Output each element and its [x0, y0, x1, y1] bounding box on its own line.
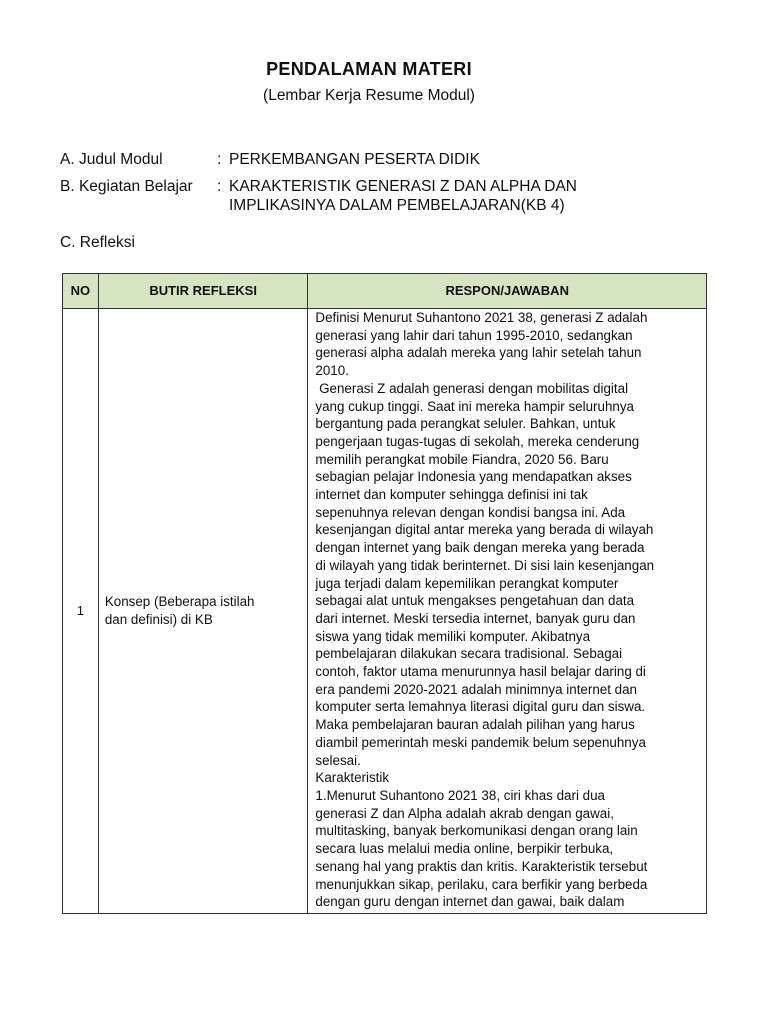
response-text-line: kesenjangan digital antar mereka yang berada di wilayah: [315, 522, 654, 538]
response-text-line: pengerjaan tugas-tugas di sekolah, mereka cenderung: [315, 433, 640, 449]
response-text-line: Generasi Z adalah generasi dengan mobilitas digital: [315, 380, 629, 396]
response-text-line: pembelajaran dilakukan secara tradisional. Sebagai: [315, 646, 623, 662]
header-butir-refleksi: BUTIR REFLEKSI: [98, 274, 308, 309]
learning-activity-label: B. Kegiatan Belajar: [60, 178, 193, 195]
response-text-line: secara luas melalui media online, berpikir terbuka,: [315, 841, 614, 857]
response-text-line: Definisi Menurut Suhantono 2021 38, generasi Z adalah: [315, 310, 648, 325]
response-cell: [308, 309, 707, 914]
header-respon-jawaban: RESPON/JAWABAN: [308, 274, 707, 309]
response-text-line: sebagian pelajar Indonesia yang mendapatkan akses: [315, 469, 632, 485]
response-text-line: memilih perangkat mobile Fiandra, 2020 56. Baru: [315, 451, 609, 467]
response-text-line: siswa yang tidak memiliki komputer. Akibatnya: [315, 628, 591, 644]
response-text-line: yang cukup tinggi. Saat ini mereka hampir seluruhnya: [315, 398, 634, 414]
response-text-line: internet dan komputer sehingga definisi ini tak: [315, 487, 588, 503]
response-text-line: senang hal yang praktis dan kritis. Karakteristik tersebut: [315, 858, 648, 874]
row-number: 1: [63, 309, 99, 914]
table-row: [63, 309, 707, 914]
response-text-line: era pandemi 2020-2021 adalah minimnya internet dan: [315, 681, 637, 697]
reflection-table: [62, 273, 707, 914]
response-text-line: dari internet. Meski tersedia internet, banyak guru dan: [315, 610, 636, 626]
response-text-line: 2010.: [315, 363, 349, 379]
reflection-item: [98, 309, 308, 914]
response-text-line: sebagai alat untuk mengakses pengetahuan dan data: [315, 593, 635, 609]
learning-activity-value-line1: KARAKTERISTIK GENERASI Z DAN ALPHA DAN: [229, 178, 577, 195]
reflection-item-line: Konsep (Beberapa istilah: [104, 594, 255, 610]
response-text-line: komputer serta lemahnya literasi digital guru dan siswa.: [315, 699, 646, 715]
header-no: NO: [63, 274, 99, 309]
response-text-line: Karakteristik: [315, 770, 390, 786]
module-title-value: PERKEMBANGAN PESERTA DIDIK: [229, 151, 480, 168]
response-text-line: generasi yang lahir dari tahun 1995-2010, sedangkan: [315, 327, 633, 343]
reflection-item-line: dan definisi) di KB: [104, 612, 213, 627]
document-title: PENDALAMAN MATERI: [266, 59, 472, 79]
response-text-line: generasi Z dan Alpha adalah akrab dengan gawai,: [315, 805, 614, 821]
module-title-label: A. Judul Modul: [60, 151, 163, 168]
response-text-line: Maka pembelajaran bauran adalah pilihan yang harus: [315, 717, 635, 733]
learning-activity-value-line2: IMPLIKASINYA DALAM PEMBELAJARAN(KB 4): [229, 197, 565, 214]
response-text-line: juga terjadi dalam kepemilikan perangkat komputer: [315, 575, 619, 591]
response-text-line: generasi alpha adalah mereka yang lahir setelah tahun: [315, 345, 642, 361]
response-text-line: multitasking, banyak berkomunikasi dengan orang lain: [315, 823, 638, 839]
response-text-line: selesai.: [315, 752, 361, 768]
response-text-line: dengan internet yang baik dengan mereka yang berada: [315, 540, 645, 556]
response-text-line: bergantung pada perangkat seluler. Bahkan, untuk: [315, 416, 616, 432]
table-header-row: [63, 274, 707, 309]
reflection-label: C. Refleksi: [60, 234, 135, 251]
response-text-line: sepenuhnya relevan dengan kondisi bangsa ini. Ada: [315, 504, 626, 520]
learning-activity-colon: :: [217, 178, 222, 195]
response-text-line: 1.Menurut Suhantono 2021 38, ciri khas dari dua: [315, 787, 605, 803]
response-text-line: diambil pemerintah meski pandemik belum sepenuhnya: [315, 734, 646, 750]
module-title-colon: :: [217, 151, 222, 168]
response-text-line: di wilayah yang tidak berinternet. Di sisi lain kesenjangan: [315, 557, 655, 573]
response-text-line: dengan guru dengan internet dan gawai, baik dalam: [315, 894, 625, 910]
document-subtitle: (Lembar Kerja Resume Modul): [263, 87, 475, 104]
response-text-line: contoh, faktor utama menurunnya hasil belajar daring di: [315, 664, 646, 680]
response-text-line: menunjukkan sikap, perilaku, cara berfikir yang berbeda: [315, 876, 648, 892]
